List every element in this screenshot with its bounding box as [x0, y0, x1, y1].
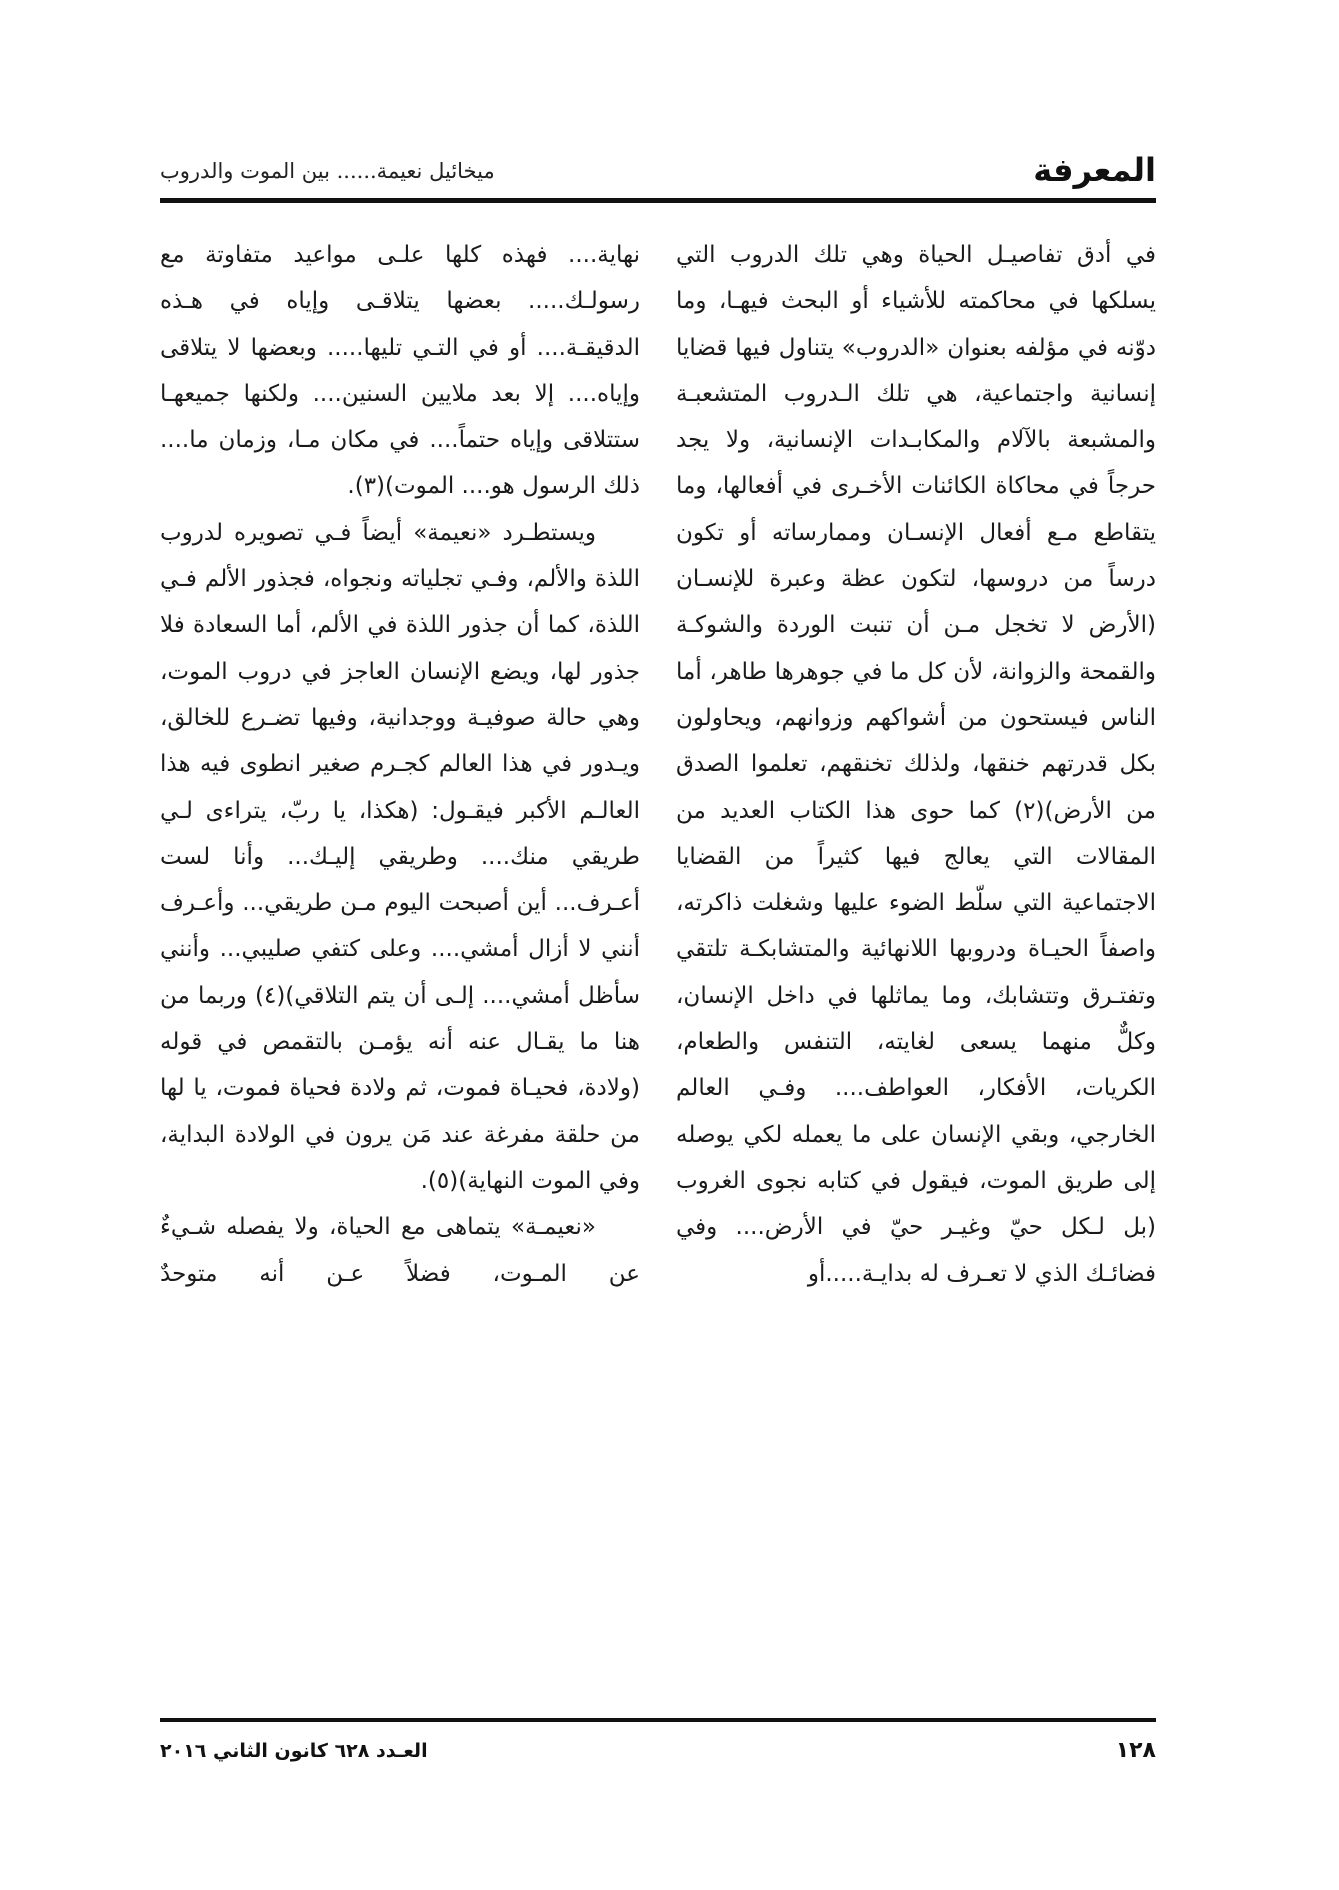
- running-head: [160, 150, 1156, 198]
- paragraph: نهاية.... فهذه كلها علـى مواعيد متفاوتة مع رسولـك..... بعضها يتلاقـى وإياه في هـذه الدقيقـة.... أو في التـي تليها..... وبعضها لا يتلاقى وإياه.... إلا بعد ملايين السنين.... ولكنها جميعهـا ستتلاقى وإياه حتماً.... في مكان مـا، وزمان ما.... ذلك الرسول هو.... الموت)(٣).: [160, 242, 640, 500]
- article-running-title: ميخائيل نعيمة...... بين الموت والدروب: [160, 159, 495, 183]
- paragraph: في أدق تفاصيـل الحياة وهي تلك الدروب التي يسلكها في محاكمته للأشياء أو البحث فيهـا، وما دوّنه في مؤلفه بعنوان «الدروب» يتناول فيها قضايا إنسانية واجتماعية، هي تلك الـدروب المتشعبـة والمشبعة بالآلام والمكابـدات الإنسانية، ولا يجد حرجاً في محاكاة الكائنات الأخـرى في أفعالها، وما يتقاطع مـع أفعال الإنسـان وممارساته أو تكون درساً من دروسها، لتكون عظة وعبرة للإنسـان (الأرض لا تخجل مـن أن تنبت الوردة والشوكـة والقمحة والزوانة، لأن كل ما في جوهرها طاهر، أما الناس فيستحون من أشواكهم وزوانهم، ويحاولون بكل قدرتهم خنقها، ولذلك تخنقهم، تعلموا الصدق من الأرض)(٢) كما حوى هذا الكتاب العديد من المقالات التي يعالج فيها كثيراً من القضايا الاجتماعية التي سلّط الضوء عليها وشغلت ذاكرته، واصفاً الحيـاة ودروبها اللانهائية والمتشابكـة تلتقي وتفتـرق وتتشابك، وما يماثلها في داخل الإنسان، وكلٌّ منهما يسعى لغايته، التنفس والطعام، الكريات، الأفكار، العواطف.... وفـي العالم الخارجي، وبقي الإنسان على ما يعمله لكي يوصله إلى طريق الموت، فيقول في كتابه نجوى الغروب (بل لـكل حيّ وغيـر حيّ في الأرض.... وفي فضائـك الذي لا تعـرف له بدايـة.....أو: [676, 242, 1156, 1287]
- issue-info: العـدد ٦٢٨ كانون الثاني ٢٠١٦: [160, 1740, 428, 1762]
- page-number: ١٢٨: [1115, 1738, 1156, 1763]
- header-rule: [160, 198, 1156, 203]
- journal-logo: المعرفة: [1033, 151, 1156, 189]
- paragraph: «نعيمـة» يتماهى مع الحياة، ولا يفصله شـيءٌ عن المـوت، فضلاً عـن أنه متوحدٌ: [160, 1214, 640, 1287]
- left-text-column: [160, 232, 640, 1708]
- paragraph: ويستطـرد «نعيمة» أيضاً فـي تصويره لدروب اللذة والألم، وفـي تجلياته ونجواه، فجذور الألم فـي اللذة، كما أن جذور اللذة في الألم، أما السعادة فلا جذور لها، ويضع الإنسان العاجز في دروب الموت، وهي حالة صوفيـة ووجدانية، وفيها تضـرع للخالق، ويـدور في هذا العالم كجـرم صغير انطوى فيه هذا العالـم الأكبر فيقـول: (هكذا، يا ربّ، يتراءى لـي طريقي منك.... وطريقي إليـك... وأنا لست أعـرف... أين أصبحت اليوم مـن طريقي... وأعـرف أنني لا أزال أمشي.... وعلى كتفي صليبي... وأنني سأظل أمشي.... إلـى أن يتم التلاقي)(٤) وربما من هنا ما يقـال عنه أنه يؤمـن بالتقمص في قوله (ولادة، فحيـاة فموت، ثم ولادة فحياة فموت، يا لها من حلقة مفرغة عند مَن يرون في الولادة البداية، وفي الموت النهاية)(٥).: [160, 519, 640, 1194]
- right-text-column: [676, 232, 1156, 1708]
- footer-rule: [160, 1718, 1156, 1722]
